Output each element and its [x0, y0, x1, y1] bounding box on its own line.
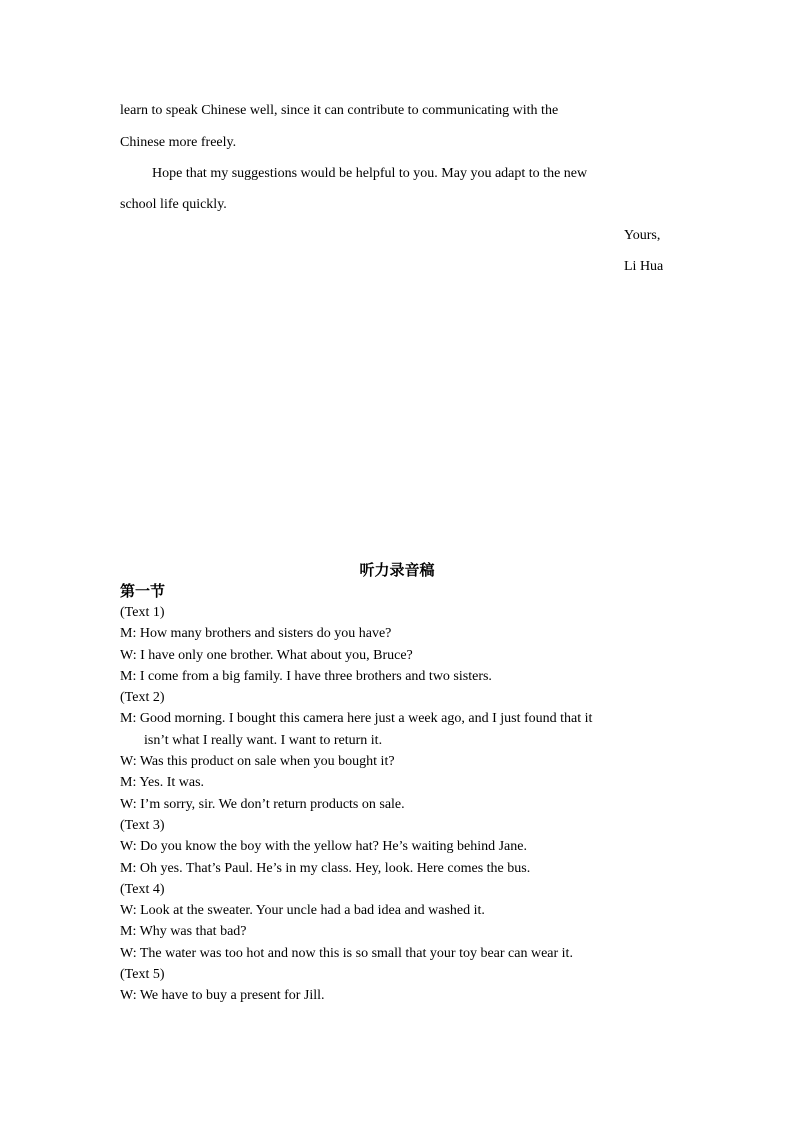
- transcript-line: M: Why was that bad?: [120, 924, 247, 940]
- transcript-line: isn’t what I really want. I want to return it.: [144, 732, 383, 748]
- letter-closing: Yours,: [624, 228, 661, 243]
- transcript-line: (Text 5): [120, 967, 165, 983]
- transcript-line: (Text 1): [120, 605, 165, 620]
- section-heading: 第一节: [120, 584, 166, 600]
- transcript-line: M: Good morning. I bought this camera here just a week ago, and I just found that it: [120, 711, 593, 727]
- transcript-title: 听力录音稿: [359, 563, 435, 579]
- letter-line-1: learn to speak Chinese well, since it can contribute to communicating with the: [120, 103, 559, 118]
- transcript-body: [120, 602, 680, 1007]
- transcript-line: W: Do you know the boy with the yellow hat? He’s waiting behind Jane.: [120, 839, 527, 855]
- transcript-line: W: I’m sorry, sir. We don’t return products on sale.: [120, 796, 405, 812]
- transcript-line: (Text 3): [120, 817, 165, 833]
- letter-line-4: school life quickly.: [120, 197, 227, 212]
- letter-line-2: Chinese more freely.: [120, 135, 237, 150]
- transcript-line: M: Oh yes. That’s Paul. He’s in my class. Hey, look. Here comes the bus.: [120, 860, 531, 876]
- letter-line-3: Hope that my suggestions would be helpful to you. May you adapt to the new: [152, 166, 588, 181]
- letter-signature: Li Hua: [624, 259, 664, 274]
- transcript-line: W: Look at the sweater. Your uncle had a bad idea and washed it.: [120, 903, 485, 919]
- transcript-line: M: Yes. It was.: [120, 775, 205, 791]
- transcript-line: W: Was this product on sale when you bought it?: [120, 754, 395, 770]
- transcript-line: (Text 2): [120, 690, 165, 706]
- transcript-line: M: How many brothers and sisters do you have?: [120, 626, 392, 642]
- transcript-line: W: I have only one brother. What about you, Bruce?: [120, 647, 413, 663]
- transcript-line: M: I come from a big family. I have three brothers and two sisters.: [120, 668, 492, 684]
- transcript-line: (Text 4): [120, 881, 165, 897]
- transcript-line: W: The water was too hot and now this is so small that your toy bear can wear it.: [120, 945, 573, 961]
- transcript-line: W: We have to buy a present for Jill.: [120, 988, 325, 1004]
